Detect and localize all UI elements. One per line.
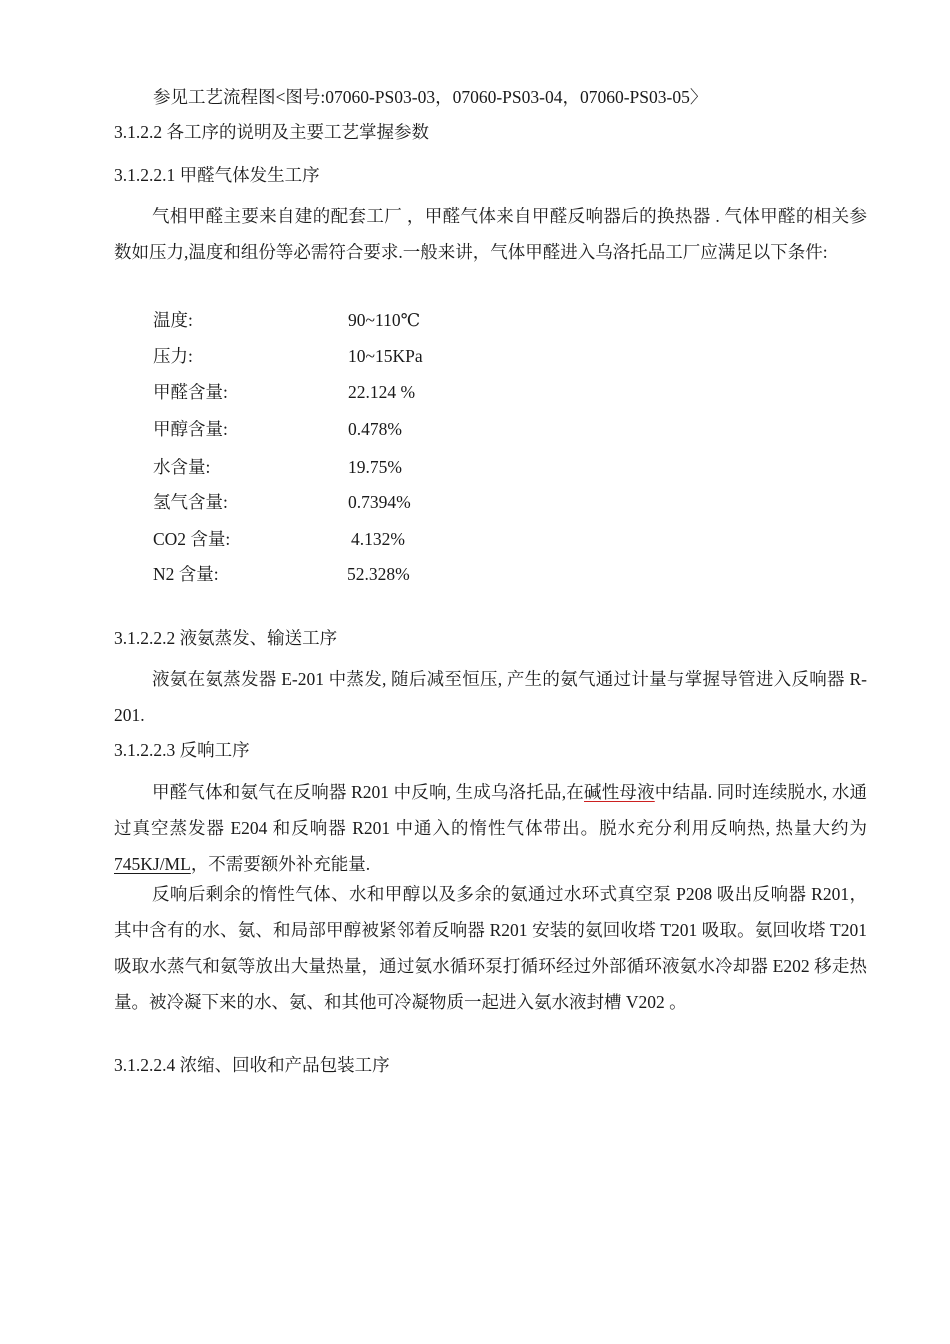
section-heading-3-1-2-2-1: 3.1.2.2.1 甲醛气体发生工序	[114, 165, 320, 185]
condition-label-water: 水含量:	[153, 457, 211, 477]
reaction-description	[114, 774, 867, 882]
condition-value-co2: 4.132%	[351, 529, 405, 549]
reaction-heat-value: 745KJ/ML	[114, 854, 191, 874]
alkaline-mother-liquor-term: 碱性母液	[584, 782, 655, 802]
inert-gas-description: 反响后剩余的惰性气体、水和甲醇以及多余的氨通过水环式真空泵 P208 吸出反响器 R201，其中含有的水、氨、和局部甲醇被紧邻着反响器 R201 安装的氨回收塔 T201 吸取。氨回收塔 T201 吸取水蒸气和氨等放出大量热量，通过氨水循环泵打循环经过外部循环液氨水冷却器 E202 移走热量。被冷凝下来的水、氨、和其他可冷凝物质一起进入氨水液封槽 V202 。	[114, 884, 867, 1012]
condition-label-formaldehyde: 甲醛含量:	[153, 382, 228, 402]
reaction-text-part2: 中结晶. 同时连续脱水, 水通过真空蒸发器 E204 和反响器 R201 中通入的惰性气体带出。脱水充分利用反响热, 热量大约为	[114, 782, 868, 838]
condition-value-water: 19.75%	[348, 457, 402, 477]
condition-value-hydrogen: 0.7394%	[348, 492, 411, 512]
section-heading-3-1-2-2: 3.1.2.2 各工序的说明及主要工艺掌握参数	[114, 122, 429, 142]
reaction-text-part3: ，不需要额外补充能量.	[190, 854, 371, 874]
condition-label-hydrogen: 氢气含量:	[153, 492, 228, 512]
condition-value-pressure: 10~15KPa	[348, 346, 423, 366]
condition-value-n2: 52.328%	[347, 564, 410, 584]
condition-value-temperature: 90~110℃	[348, 310, 421, 330]
condition-label-co2: CO2 含量:	[153, 529, 231, 549]
flowsheet-reference: 参见工艺流程图<图号:07060-PS03-03，07060-PS03-04，07060-PS03-05〉	[153, 87, 708, 107]
reaction-text-part1: 甲醛气体和氨气在反响器 R201 中反响, 生成乌洛托品,在	[152, 782, 584, 802]
condition-label-temperature: 温度:	[153, 310, 193, 330]
ammonia-description: 液氨在氨蒸发器 E-201 中蒸发, 随后减至恒压, 产生的氨气通过计量与掌握导管进入反响器 R-201.	[114, 669, 867, 725]
condition-label-pressure: 压力:	[153, 346, 193, 366]
condition-value-formaldehyde: 22.124 %	[348, 382, 416, 402]
formaldehyde-description: 气相甲醛主要来自建的配套工厂 ，甲醛气体来自甲醛反响器后的换热器 . 气体甲醛的相关参数如压力,温度和组份等必需符合要求.一般来讲，气体甲醛进入乌洛托品工厂应满足以下条件:	[114, 206, 867, 262]
condition-label-methanol: 甲醇含量:	[153, 419, 228, 439]
section-heading-3-1-2-2-4: 3.1.2.2.4 浓缩、回收和产品包装工序	[114, 1055, 390, 1075]
condition-label-n2: N2 含量:	[153, 564, 219, 584]
condition-value-methanol: 0.478%	[348, 419, 402, 439]
section-heading-3-1-2-2-3: 3.1.2.2.3 反响工序	[114, 740, 250, 760]
section-heading-3-1-2-2-2: 3.1.2.2.2 液氨蒸发、输送工序	[114, 628, 338, 648]
